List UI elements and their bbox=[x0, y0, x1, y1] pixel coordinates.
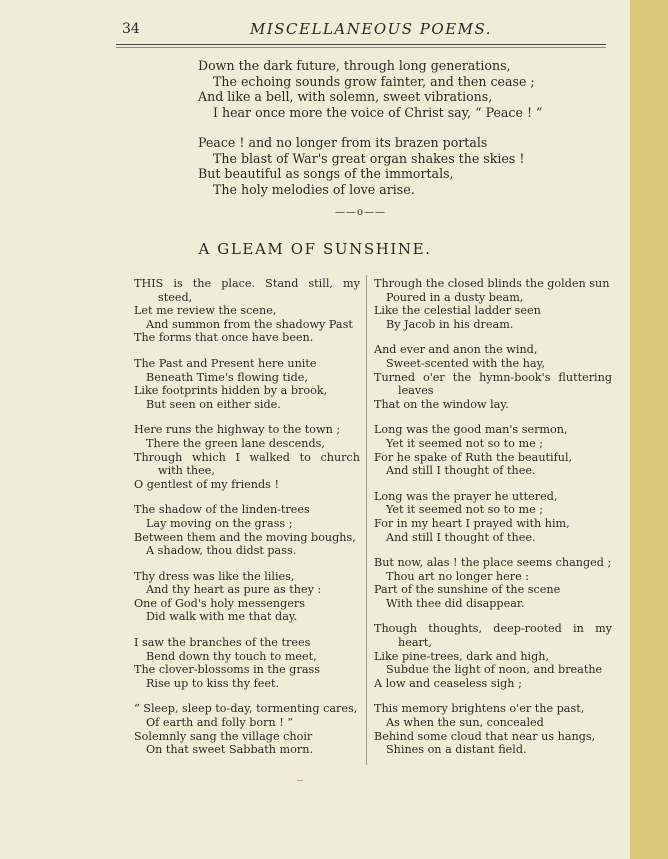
verse-line: Poured in a dusty beam, bbox=[386, 290, 524, 304]
column-divider bbox=[366, 275, 367, 765]
poem-title: A GLEAM OF SUNSHINE. bbox=[198, 240, 432, 258]
verse-line: A low and ceaseless sigh ; bbox=[374, 676, 522, 690]
verse-line: But now, alas ! the place seems changed ; bbox=[374, 556, 612, 570]
stanza bbox=[134, 357, 360, 411]
verse-line: Yet it seemed not so to me ; bbox=[386, 503, 544, 517]
verse-line: Here runs the highway to the town ; bbox=[134, 423, 341, 437]
verse-line: Through which I walked to church bbox=[134, 450, 360, 464]
verse-line: There the green lane descends, bbox=[146, 436, 325, 450]
verse-line: The Past and Present here unite bbox=[134, 356, 317, 370]
verse-line: The blast of War's great organ shakes the skies ! bbox=[213, 150, 525, 166]
stanza bbox=[134, 277, 360, 345]
verse-line: But seen on either side. bbox=[146, 397, 281, 411]
verse-line: Peace ! and no longer from its brazen portals bbox=[198, 135, 488, 150]
verse-line: Beneath Time's flowing tide, bbox=[146, 370, 308, 384]
verse-line: with thee, bbox=[158, 464, 215, 478]
verse-line: Thou art no longer here : bbox=[386, 569, 530, 583]
verse-line: With thee did disappear. bbox=[386, 596, 525, 610]
verse-line: Like footprints hidden by a brook, bbox=[134, 384, 328, 398]
verse-line: Rise up to kiss thy feet. bbox=[146, 676, 280, 690]
verse-line: Did walk with me that day. bbox=[146, 610, 298, 624]
header-rule bbox=[116, 44, 606, 45]
poem-right-column bbox=[374, 277, 612, 769]
verse-line: And still I thought of thee. bbox=[386, 464, 536, 478]
verse-line: Shines on a distant field. bbox=[386, 743, 527, 757]
verse-line: And summon from the shadowy Past bbox=[146, 317, 353, 331]
stanza bbox=[134, 702, 360, 756]
verse-line: Bend down thy touch to meet, bbox=[146, 649, 317, 663]
page-number: 34 bbox=[122, 21, 140, 37]
stanza bbox=[374, 343, 612, 411]
verse-line: “ Sleep, sleep to-day, tormenting cares, bbox=[134, 702, 358, 716]
verse-line: The holy melodies of love arise. bbox=[213, 181, 415, 197]
stanza bbox=[374, 490, 612, 544]
stanza bbox=[134, 570, 360, 624]
verse-line: leaves bbox=[398, 384, 434, 398]
verse-line: But beautiful as songs of the immortals, bbox=[198, 166, 454, 181]
verse-line: For in my heart I prayed with him, bbox=[374, 516, 570, 530]
stanza bbox=[374, 622, 612, 690]
verse-line: Part of the sunshine of the scene bbox=[374, 583, 561, 597]
verse-line: O gentlest of my friends ! bbox=[134, 477, 279, 491]
verse-line: By Jacob in his dream. bbox=[386, 317, 514, 331]
verse-line: And like a bell, with solemn, sweet vibrations, bbox=[198, 89, 493, 104]
verse-line: And ever and anon the wind, bbox=[374, 343, 538, 357]
verse-line: I saw the branches of the trees bbox=[134, 636, 311, 650]
verse-line: Like the celestial ladder seen bbox=[374, 304, 541, 318]
verse-line: As when the sun, concealed bbox=[386, 716, 544, 730]
verse-line: On that sweet Sabbath morn. bbox=[146, 743, 314, 757]
verse-line: Let me review the scene, bbox=[134, 304, 277, 318]
verse-line: THIS is the place. Stand still, my bbox=[134, 277, 360, 290]
verse-line: Solemnly sang the village choir bbox=[134, 729, 313, 743]
verse-line: Lay moving on the grass ; bbox=[146, 516, 293, 530]
verse-line: One of God's holy messengers bbox=[134, 596, 305, 610]
verse-line: The clover-blossoms in the grass bbox=[134, 663, 320, 677]
stanza bbox=[374, 423, 612, 477]
verse-line: Turned o'er the hymn-book's fluttering bbox=[374, 370, 612, 384]
verse-line: The shadow of the linden-trees bbox=[134, 503, 310, 517]
verse-line: Long was the good man's sermon, bbox=[374, 423, 568, 437]
section-separator: ——o—— bbox=[335, 207, 387, 218]
poem-left-column bbox=[134, 277, 360, 769]
verse-line: Subdue the light of noon, and breathe bbox=[386, 663, 603, 677]
verse-line: Yet it seemed not so to me ; bbox=[386, 436, 544, 450]
poem-ending bbox=[198, 58, 598, 212]
verse-line: This memory brightens o'er the past, bbox=[374, 702, 585, 716]
verse-line: Of earth and folly born ! ” bbox=[146, 716, 294, 730]
stanza bbox=[198, 135, 598, 197]
verse-line: Through the closed blinds the golden sun bbox=[374, 277, 610, 290]
verse-line: A shadow, thou didst pass. bbox=[146, 544, 297, 558]
verse-line: And thy heart as pure as they : bbox=[146, 583, 322, 597]
verse-line: Between them and the moving boughs, bbox=[134, 530, 356, 544]
stanza bbox=[134, 423, 360, 491]
verse-line: steed, bbox=[158, 290, 193, 304]
stanza bbox=[374, 702, 612, 756]
stanza bbox=[134, 636, 360, 690]
verse-line: That on the window lay. bbox=[374, 397, 509, 411]
verse-line: For he spake of Ruth the beautiful, bbox=[374, 450, 573, 464]
page-mark bbox=[297, 780, 303, 781]
verse-line: I hear once more the voice of Christ say, “ Peace ! ” bbox=[213, 104, 543, 120]
verse-line: Thy dress was like the lilies, bbox=[134, 569, 295, 583]
verse-line: Like pine-trees, dark and high, bbox=[374, 649, 550, 663]
page-edge bbox=[630, 0, 668, 859]
verse-line: heart, bbox=[398, 636, 432, 650]
verse-line: Down the dark future, through long generations, bbox=[198, 58, 511, 73]
verse-line: Though thoughts, deep-rooted in my bbox=[374, 622, 612, 636]
header-rule-thin bbox=[116, 47, 606, 48]
verse-line: Sweet-scented with the hay, bbox=[386, 356, 545, 370]
running-title: MISCELLANEOUS POEMS. bbox=[250, 20, 493, 38]
stanza bbox=[374, 556, 612, 610]
verse-line: And still I thought of thee. bbox=[386, 530, 536, 544]
stanza bbox=[198, 58, 598, 120]
verse-line: The echoing sounds grow fainter, and then cease ; bbox=[213, 73, 535, 89]
verse-line: Long was the prayer he uttered, bbox=[374, 489, 558, 503]
verse-line: Behind some cloud that near us hangs, bbox=[374, 729, 596, 743]
verse-line: The forms that once have been. bbox=[134, 331, 314, 345]
stanza bbox=[374, 277, 612, 331]
stanza bbox=[134, 503, 360, 557]
